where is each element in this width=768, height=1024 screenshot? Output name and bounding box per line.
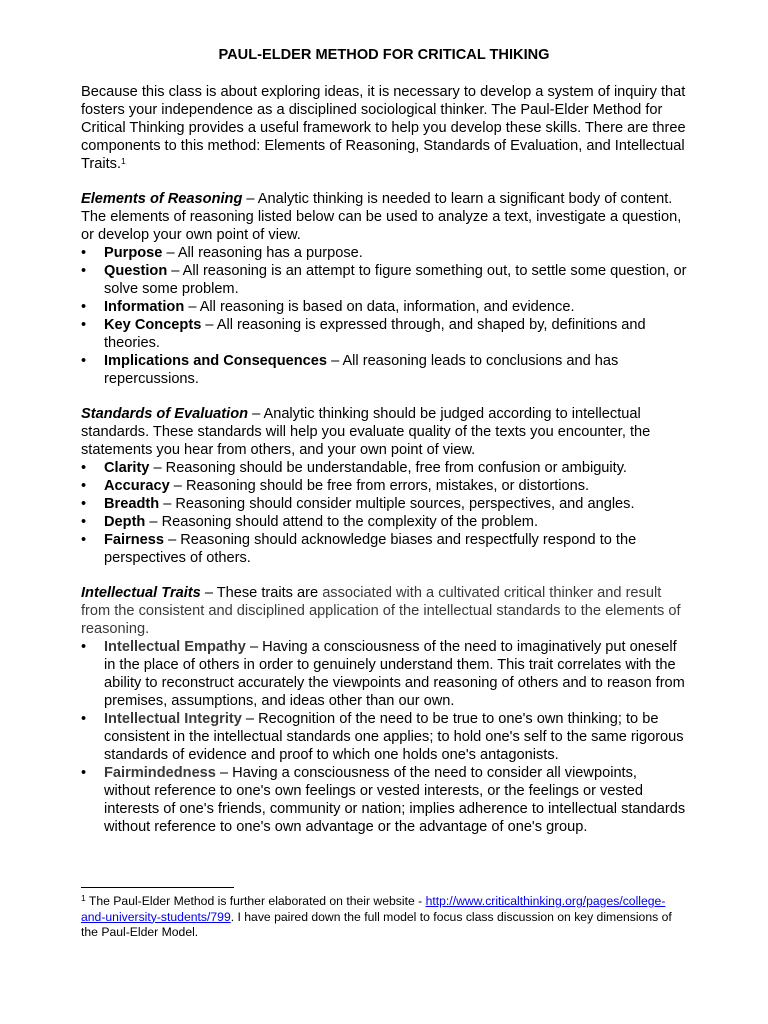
bullet: • <box>81 514 87 530</box>
bullet: • <box>81 245 87 261</box>
dash: – <box>200 585 217 601</box>
standards-intro <box>81 405 687 459</box>
item-desc: Reasoning should consider multiple sources, perspectives, and angles. <box>175 496 635 512</box>
bullet: • <box>81 639 87 655</box>
footnote-text-after: . I have paired down the full model to focus class discussion on key dimensions of the Paul-Elder Model. <box>81 909 672 939</box>
traits-list <box>81 638 687 836</box>
traits-heading: Intellectual Traits <box>81 585 201 601</box>
standards-heading: Standards of Evaluation <box>81 406 249 422</box>
item-desc: All reasoning has a purpose. <box>177 245 363 261</box>
item-desc: Having a consciousness of the need to consider all viewpoints, without reference to one's own feelings or vested interests, or the feelings or vested interests of one's friends, community or nation; implies adherence to intellectual standards without reference to one's own advantage or the advantage of one's group. <box>104 765 686 835</box>
list-item <box>81 262 687 298</box>
bullet: • <box>81 765 87 781</box>
footnote <box>81 894 687 941</box>
dash: – <box>245 639 263 655</box>
dash: – <box>149 460 166 476</box>
traits-text-lead: These traits are <box>216 585 323 601</box>
bullet: • <box>81 532 87 548</box>
list-item <box>81 459 687 477</box>
bullet: • <box>81 496 87 512</box>
list-item <box>81 298 687 316</box>
elements-text: Analytic thinking is needed to learn a significant body of content. The elements of reasoning listed below can be used to analyze a text, investigate a question, or develop your own point of view. <box>81 191 682 243</box>
bullet: • <box>81 263 87 279</box>
bullet: • <box>81 353 87 369</box>
item-desc: All reasoning leads to conclusions and has repercussions. <box>104 353 619 387</box>
elements-list <box>81 244 687 388</box>
item-term: Key Concepts <box>104 317 202 333</box>
list-item <box>81 710 687 764</box>
item-term: Accuracy <box>104 478 170 494</box>
dash: – <box>241 711 259 727</box>
bullet: • <box>81 299 87 315</box>
standards-list <box>81 459 687 567</box>
item-term: Intellectual Integrity <box>104 711 242 727</box>
item-desc: Having a consciousness of the need to imaginatively put oneself in the place of others in order to genuinely understand them. This trait correlates with the ability to reconstruct accurately the viewpoints and reasoning of others and to reason from premises, assumptions, and ideas other than our own. <box>104 639 685 709</box>
item-term: Purpose <box>104 245 163 261</box>
footnote-text-before: The Paul-Elder Method is further elaborated on their website - <box>85 894 426 908</box>
traits-intro <box>81 584 687 638</box>
dash: – <box>184 299 200 315</box>
item-desc: Reasoning should attend to the complexity of the problem. <box>161 514 539 530</box>
footnote-link[interactable]: http://www.criticalthinking.org/pages/college-and-university-students/799 <box>81 894 666 924</box>
dash: – <box>327 353 343 369</box>
list-item <box>81 638 687 710</box>
item-term: Breadth <box>104 496 160 512</box>
bullet: • <box>81 711 87 727</box>
item-desc: Reasoning should be free from errors, mistakes, or distortions. <box>185 478 590 494</box>
item-desc: All reasoning is an attempt to figure something out, to settle some question, or solve some problem. <box>104 263 687 297</box>
list-item <box>81 477 687 495</box>
item-term: Depth <box>104 514 146 530</box>
footnote-separator <box>81 887 234 888</box>
elements-intro <box>81 190 687 244</box>
dash: – <box>248 406 264 422</box>
list-item <box>81 352 687 388</box>
list-item <box>81 495 687 513</box>
item-term: Information <box>104 299 185 315</box>
item-desc: Reasoning should acknowledge biases and respectfully respond to the perspectives of others. <box>104 532 637 566</box>
item-desc: All reasoning is based on data, information, and evidence. <box>199 299 575 315</box>
dash: – <box>215 765 233 781</box>
bullet: • <box>81 478 87 494</box>
item-term: Fairness <box>104 532 165 548</box>
item-term: Intellectual Empathy <box>104 639 246 655</box>
list-item <box>81 244 687 262</box>
list-item <box>81 764 687 836</box>
document-body <box>81 46 687 853</box>
bullet: • <box>81 460 87 476</box>
dash: – <box>159 496 176 512</box>
item-term: Clarity <box>104 460 150 476</box>
item-term: Fairmindedness <box>104 765 216 781</box>
standards-text: Analytic thinking should be judged according to intellectual standards. These standards will help you evaluate quality of the texts you encounter, the statements you hear from others, and your own point of view. <box>81 406 651 458</box>
elements-heading: Elements of Reasoning <box>81 191 243 207</box>
dash: – <box>145 514 162 530</box>
bullet: • <box>81 317 87 333</box>
dash: – <box>242 191 258 207</box>
list-item <box>81 531 687 567</box>
item-desc: Reasoning should be understandable, free from confusion or ambiguity. <box>165 460 627 476</box>
item-term: Question <box>104 263 168 279</box>
dash: – <box>164 532 181 548</box>
dash: – <box>162 245 178 261</box>
dash: – <box>201 317 217 333</box>
item-desc: Recognition of the need to be true to one's own thinking; to be consistent in the intellectual standards one applies; to hold one's self to the same rigorous standards of evidence and proof to which one holds one's antagonists. <box>104 711 684 763</box>
item-desc: All reasoning is expressed through, and shaped by, definitions and theories. <box>104 317 646 351</box>
list-item <box>81 316 687 352</box>
item-term: Implications and Consequences <box>104 353 328 369</box>
intro-paragraph <box>81 83 687 173</box>
footnote-mark: 1 <box>81 893 86 903</box>
document-title: PAUL-ELDER METHOD FOR CRITICAL THIKING <box>218 47 550 63</box>
intro-text: Because this class is about exploring ideas, it is necessary to develop a system of inquiry that fosters your independence as a disciplined sociological thinker. The Paul-Elder Method for Critical Thinking provides a useful framework to help you develop these skills. There are three components to this method: Elements of Reasoning, Standards of Evaluation, and Intellectual Traits. <box>81 84 686 172</box>
list-item <box>81 513 687 531</box>
dash: – <box>167 263 183 279</box>
dash: – <box>169 478 186 494</box>
footnote-reference[interactable]: 1 <box>121 156 126 166</box>
traits-text: associated with a cultivated critical thinker and result from the consistent and disciplined application of the intellectual standards to the elements of reasoning. <box>81 585 681 637</box>
